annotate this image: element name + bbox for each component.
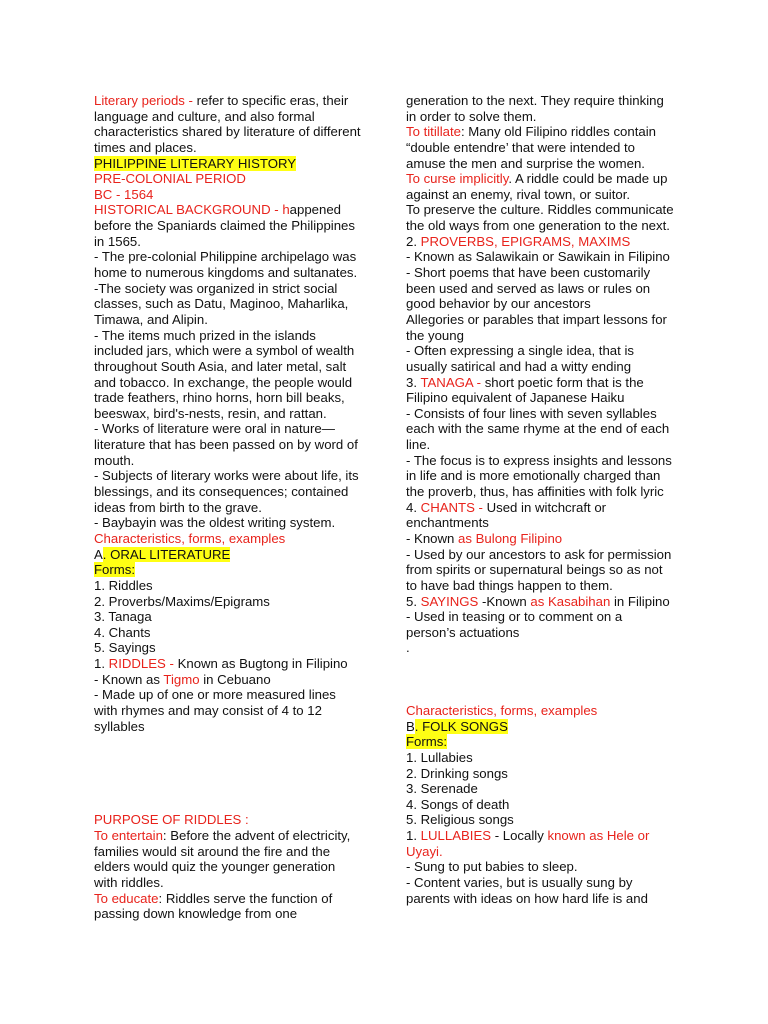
red-text-span: RIDDLES - (108, 656, 178, 672)
text-span: in life and is more emotionally charged than (406, 468, 661, 484)
text-line (406, 281, 678, 297)
text-line (406, 390, 678, 406)
blank-line (406, 656, 678, 672)
text-span: - Known (406, 530, 459, 546)
red-text-span: Characteristics, forms, examples (406, 702, 598, 718)
text-line (94, 249, 366, 265)
text-span: trade feathers, rhino horns, horn bill beaks, (94, 390, 345, 406)
text-line (406, 375, 678, 391)
text-line (94, 359, 366, 375)
text-span: person’s actuations (406, 624, 520, 640)
text-line (406, 500, 678, 516)
text-span: -Known (478, 593, 531, 609)
text-span: blessings, and its consequences; contained (94, 484, 349, 500)
text-line (94, 171, 366, 187)
text-line (94, 437, 366, 453)
text-span: To preserve the culture. Riddles communicate (406, 202, 674, 218)
text-line (94, 343, 366, 359)
text-line (94, 328, 366, 344)
text-span: the proverb, thus, has affinities with folk lyric (406, 484, 664, 500)
red-text-span: Uyayi. (406, 843, 443, 859)
text-span: 2. Drinking songs (406, 765, 508, 781)
text-span: language and culture, and also formal (94, 108, 315, 124)
text-span: amuse the men and surprise the women. (406, 155, 645, 171)
text-span: literature that has been passed on by word of (94, 437, 358, 453)
text-line (406, 719, 678, 735)
highlighted-text-span: . FOLK SONGS (414, 718, 508, 734)
text-span: B (406, 718, 415, 734)
text-span: Used in witchcraft or (486, 499, 607, 515)
highlighted-text-span: Forms: (94, 562, 136, 578)
left-column (94, 93, 366, 922)
text-span: elders would quiz the younger generation (94, 859, 336, 875)
text-span: 2. (406, 233, 421, 249)
red-text-span: Tigmo (163, 671, 200, 687)
text-span: with rhymes and may consist of 4 to 12 (94, 702, 322, 718)
text-line (406, 328, 678, 344)
text-span: characteristics shared by literature of different (94, 124, 361, 140)
text-line (406, 234, 678, 250)
red-text-span: Characteristics, forms, examples (94, 530, 286, 546)
text-line (94, 859, 366, 875)
text-span: 1. (94, 656, 109, 672)
highlighted-text-span: PHILIPPINE LITERARY HISTORY (94, 155, 297, 171)
text-line (406, 734, 678, 750)
text-span: in 1565. (94, 233, 141, 249)
text-span: generation to the next. They require thinking (406, 93, 664, 108)
text-span: beeswax, bird's-nests, resin, and rattan. (94, 405, 327, 421)
text-span: : Before the advent of electricity, (162, 828, 351, 844)
text-line (406, 640, 678, 656)
text-line (406, 421, 678, 437)
text-line (406, 453, 678, 469)
text-span: appened (289, 202, 341, 218)
text-line (406, 312, 678, 328)
text-line (406, 140, 678, 156)
text-line (406, 437, 678, 453)
text-span: 1. (406, 828, 421, 844)
text-line (94, 828, 366, 844)
text-span: - Short poems that have been customarily (406, 265, 651, 281)
text-span: parents with ideas on how hard life is and (406, 890, 648, 906)
text-span: to have bad things happen to them. (406, 577, 613, 593)
text-span: - Content varies, but is usually sung by (406, 875, 633, 891)
text-span: - Often expressing a single idea, that is (406, 343, 634, 359)
text-line (94, 515, 366, 531)
text-line (94, 468, 366, 484)
text-line (94, 531, 366, 547)
text-span: mouth. (94, 452, 135, 468)
text-line (94, 390, 366, 406)
text-line (94, 547, 366, 563)
red-text-span: CHANTS - (420, 499, 487, 515)
text-line (94, 640, 366, 656)
text-span: throughout South Asia, and later metal, salt (94, 358, 347, 374)
text-span: enchantments (406, 515, 489, 531)
text-span: - Sung to put babies to sleep. (406, 859, 578, 875)
red-text-span: To curse implicitly (406, 171, 509, 187)
text-line (94, 234, 366, 250)
text-span: in order to solve them. (406, 108, 537, 124)
text-span: syllables (94, 718, 145, 734)
red-text-span: as Bulong Filipino (458, 530, 563, 546)
text-span: good behavior by our ancestors (406, 296, 591, 312)
text-line (94, 202, 366, 218)
text-line (94, 500, 366, 516)
text-span: 4. Chants (94, 624, 151, 640)
text-line (94, 719, 366, 735)
text-span: line. (406, 437, 431, 453)
red-text-span: To titillate (406, 124, 461, 140)
text-line (406, 484, 678, 500)
text-span: - Known as (94, 671, 164, 687)
text-span: in Filipino (610, 593, 670, 609)
text-span: 4. (406, 499, 421, 515)
text-line (94, 140, 366, 156)
text-span: - The pre-colonial Philippine archipelago was (94, 249, 357, 265)
red-text-span: SAYINGS (420, 593, 479, 609)
text-span: usually satirical and had a witty ending (406, 358, 632, 374)
text-line (94, 875, 366, 891)
text-line (406, 171, 678, 187)
text-line (406, 406, 678, 422)
text-span: 3. Serenade (406, 781, 478, 797)
text-line (94, 594, 366, 610)
text-span: included jars, which were a symbol of wealth (94, 343, 355, 359)
text-line (94, 281, 366, 297)
text-span: 3. Tanaga (94, 609, 152, 625)
blank-line (94, 781, 366, 797)
text-span: - The items much prized in the islands (94, 327, 316, 343)
text-span: ideas from birth to the grave. (94, 499, 262, 515)
text-span: times and places. (94, 139, 197, 155)
text-line (94, 375, 366, 391)
text-span: short poetic form that is the (484, 374, 644, 390)
text-line (94, 609, 366, 625)
text-span: - Works of literature were oral in nature— (94, 421, 335, 437)
text-line (94, 672, 366, 688)
text-span: in Cebuano (199, 671, 271, 687)
red-text-span: BC - 1564 (94, 186, 154, 202)
text-span: -The society was organized in strict social (94, 280, 338, 296)
red-text-span: To educate (94, 890, 159, 906)
text-line (94, 218, 366, 234)
text-span: from spirits or supernatural beings so as not (406, 562, 663, 578)
text-span: : Many old Filipino riddles contain (460, 124, 656, 140)
blank-line (94, 750, 366, 766)
text-line (94, 312, 366, 328)
text-span: 1. Riddles (94, 577, 153, 593)
text-span: - Locally (491, 828, 548, 844)
text-line (406, 703, 678, 719)
text-line (94, 124, 366, 140)
text-line (94, 625, 366, 641)
highlighted-text-span: . ORAL LITERATURE (102, 546, 231, 562)
text-span: - Consists of four lines with seven syllables (406, 405, 657, 421)
right-column (406, 93, 678, 906)
text-line (94, 703, 366, 719)
text-span: 4. Songs of death (406, 796, 510, 812)
text-span: : Riddles serve the function of (158, 890, 333, 906)
highlighted-text-span: Forms: (406, 734, 448, 750)
red-text-span: Literary periods - (94, 93, 197, 108)
text-span: and tobacco. In exchange, the people would (94, 374, 353, 390)
text-line (94, 265, 366, 281)
text-line (94, 421, 366, 437)
text-line (406, 562, 678, 578)
text-line (406, 249, 678, 265)
text-span: the old ways from one generation to the next. (406, 218, 670, 234)
blank-line (406, 672, 678, 688)
red-text-span: LULLABIES (420, 828, 492, 844)
text-span: Filipino equivalent of Japanese Haiku (406, 390, 625, 406)
text-line (406, 343, 678, 359)
text-span: Known as Bugtong in Filipino (177, 656, 348, 672)
red-text-span: To entertain (94, 828, 163, 844)
text-line (406, 781, 678, 797)
text-span: . A riddle could be made up (508, 171, 668, 187)
text-line (406, 468, 678, 484)
text-line (406, 218, 678, 234)
text-line (94, 187, 366, 203)
red-text-span: PURPOSE OF RIDDLES : (94, 812, 249, 828)
text-line (406, 797, 678, 813)
text-span: been used and served as laws or rules on (406, 280, 651, 296)
red-text-span: TANAGA - (420, 374, 485, 390)
text-span: Allegories or parables that impart lessons for (406, 311, 667, 327)
text-span: 5. Sayings (94, 640, 156, 656)
text-line (94, 812, 366, 828)
red-text-span: HISTORICAL BACKGROUND - h (94, 202, 290, 218)
text-line (406, 156, 678, 172)
red-text-span: PROVERBS, EPIGRAMS, MAXIMS (420, 233, 631, 249)
text-line (406, 296, 678, 312)
text-line (406, 578, 678, 594)
text-line (94, 656, 366, 672)
text-line (94, 406, 366, 422)
text-span: 2. Proverbs/Maxims/Epigrams (94, 593, 270, 609)
text-span: families would sit around the fire and the (94, 843, 331, 859)
text-line (94, 906, 366, 922)
blank-line (406, 687, 678, 703)
text-span: . (406, 640, 410, 656)
text-line (406, 875, 678, 891)
text-line (94, 578, 366, 594)
text-line (406, 594, 678, 610)
text-line (94, 891, 366, 907)
text-span: classes, such as Datu, Maginoo, Maharlika, (94, 296, 349, 312)
text-line (406, 609, 678, 625)
text-line (406, 766, 678, 782)
text-line (406, 359, 678, 375)
text-span: 5. (406, 593, 421, 609)
text-line (406, 124, 678, 140)
text-line (94, 687, 366, 703)
text-line (94, 93, 366, 109)
text-span: the young (406, 327, 464, 343)
text-span: - Used in teasing or to comment on a (406, 609, 623, 625)
text-line (406, 531, 678, 547)
text-span: - Subjects of literary works were about life, its (94, 468, 359, 484)
text-line (406, 891, 678, 907)
red-text-span: known as Hele or (547, 828, 650, 844)
text-span: 5. Religious songs (406, 812, 514, 828)
text-span: home to numerous kingdoms and sultanates. (94, 265, 358, 281)
text-span: “double entendre’ that were intended to (406, 139, 635, 155)
text-line (406, 750, 678, 766)
text-span: - Known as Salawikain or Sawikain in Filipino (406, 249, 670, 265)
text-line (406, 547, 678, 563)
text-span: Timawa, and Alipin. (94, 311, 208, 327)
text-span: refer to specific eras, their (196, 93, 349, 108)
text-span: 1. Lullabies (406, 749, 473, 765)
text-line (94, 156, 366, 172)
text-span: A (94, 546, 103, 562)
text-line (406, 828, 678, 844)
blank-line (94, 797, 366, 813)
text-span: before the Spaniards claimed the Philippines (94, 218, 355, 234)
text-line (94, 109, 366, 125)
blank-line (94, 766, 366, 782)
text-line (406, 93, 678, 109)
text-line (94, 562, 366, 578)
text-line (406, 812, 678, 828)
text-line (406, 265, 678, 281)
text-span: with riddles. (94, 875, 164, 891)
text-line (94, 296, 366, 312)
text-line (406, 859, 678, 875)
text-span: - The focus is to express insights and lessons (406, 452, 672, 468)
text-span: - Used by our ancestors to ask for permission (406, 546, 672, 562)
text-span: against an enemy, rival town, or suitor. (406, 186, 631, 202)
text-line (406, 187, 678, 203)
text-span: each with the same rhyme at the end of each (406, 421, 670, 437)
blank-line (94, 734, 366, 750)
text-span: - Made up of one or more measured lines (94, 687, 336, 703)
text-span: 3. (406, 374, 421, 390)
text-span: - Baybayin was the oldest writing system. (94, 515, 336, 531)
text-line (406, 202, 678, 218)
text-line (406, 844, 678, 860)
text-line (406, 109, 678, 125)
red-text-span: PRE-COLONIAL PERIOD (94, 171, 246, 187)
text-line (94, 844, 366, 860)
text-line (406, 625, 678, 641)
text-line (94, 453, 366, 469)
red-text-span: as Kasabihan (530, 593, 611, 609)
text-line (406, 515, 678, 531)
text-line (94, 484, 366, 500)
text-span: passing down knowledge from one (94, 906, 298, 922)
